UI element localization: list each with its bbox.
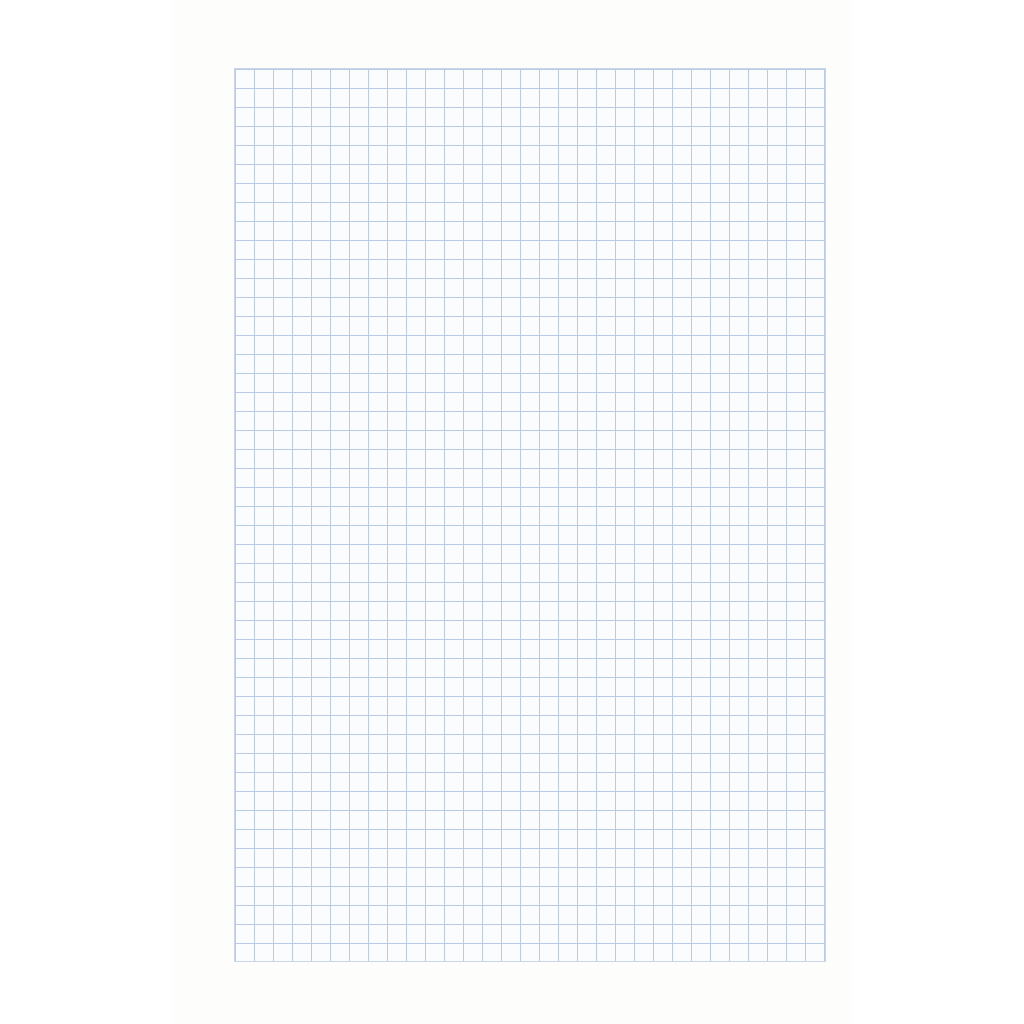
decorative-bottom-border: [172, 998, 852, 1024]
decorative-left-border: [172, 0, 198, 1024]
decorative-top-border: [172, 0, 852, 22]
grid-paper: [234, 68, 826, 962]
page: [172, 0, 852, 1024]
